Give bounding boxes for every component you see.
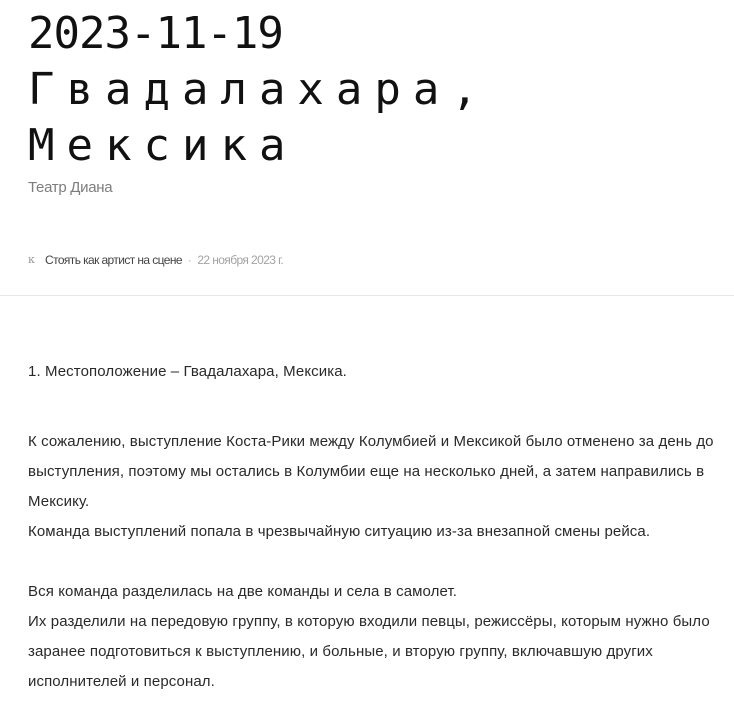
post-date: 22 ноября 2023 г. [197,253,284,267]
title-date: 2023-11-19 [28,8,283,59]
paragraph-split: Вся команда разделилась на две команды и села в самолет. [28,583,458,600]
paragraph-location: 1. Местоположение – Гвадалахара, Мексика. [28,363,347,380]
paragraph-groups: Их разделили на передовую группу, в которую входили певцы, режиссёры, которым нужно было заранее подготовиться к выступлению, и больные, и вторую группу, включавшую других исполнителей и персонал. [28,613,710,690]
paragraph-spacer [28,417,728,427]
person-icon: ĸ [28,253,35,266]
paragraph-spacer [28,387,728,417]
post-title [28,6,718,174]
meta-separator: · [187,253,192,267]
paragraph-emergency: Команда выступлений попала в чрезвычайную ситуацию из-за внезапной смены рейса. [28,523,651,540]
post-body [28,357,728,697]
post-meta [28,252,283,268]
paragraph-spacer [28,547,728,577]
title-city: Гвадалахара, [28,64,490,115]
post-header [0,0,734,296]
title-country: Мексика [28,120,298,171]
post-subtitle: Театр Диана [28,179,113,196]
category-link[interactable]: Стоять как артист на сцене [45,253,182,267]
paragraph-cancellation: К сожалению, выступление Коста-Рики между Колумбией и Мексикой было отменено за день до выступления, поэтому мы остались в Колумбии еще на несколько дней, а затем направились в Мексику. [28,433,714,510]
